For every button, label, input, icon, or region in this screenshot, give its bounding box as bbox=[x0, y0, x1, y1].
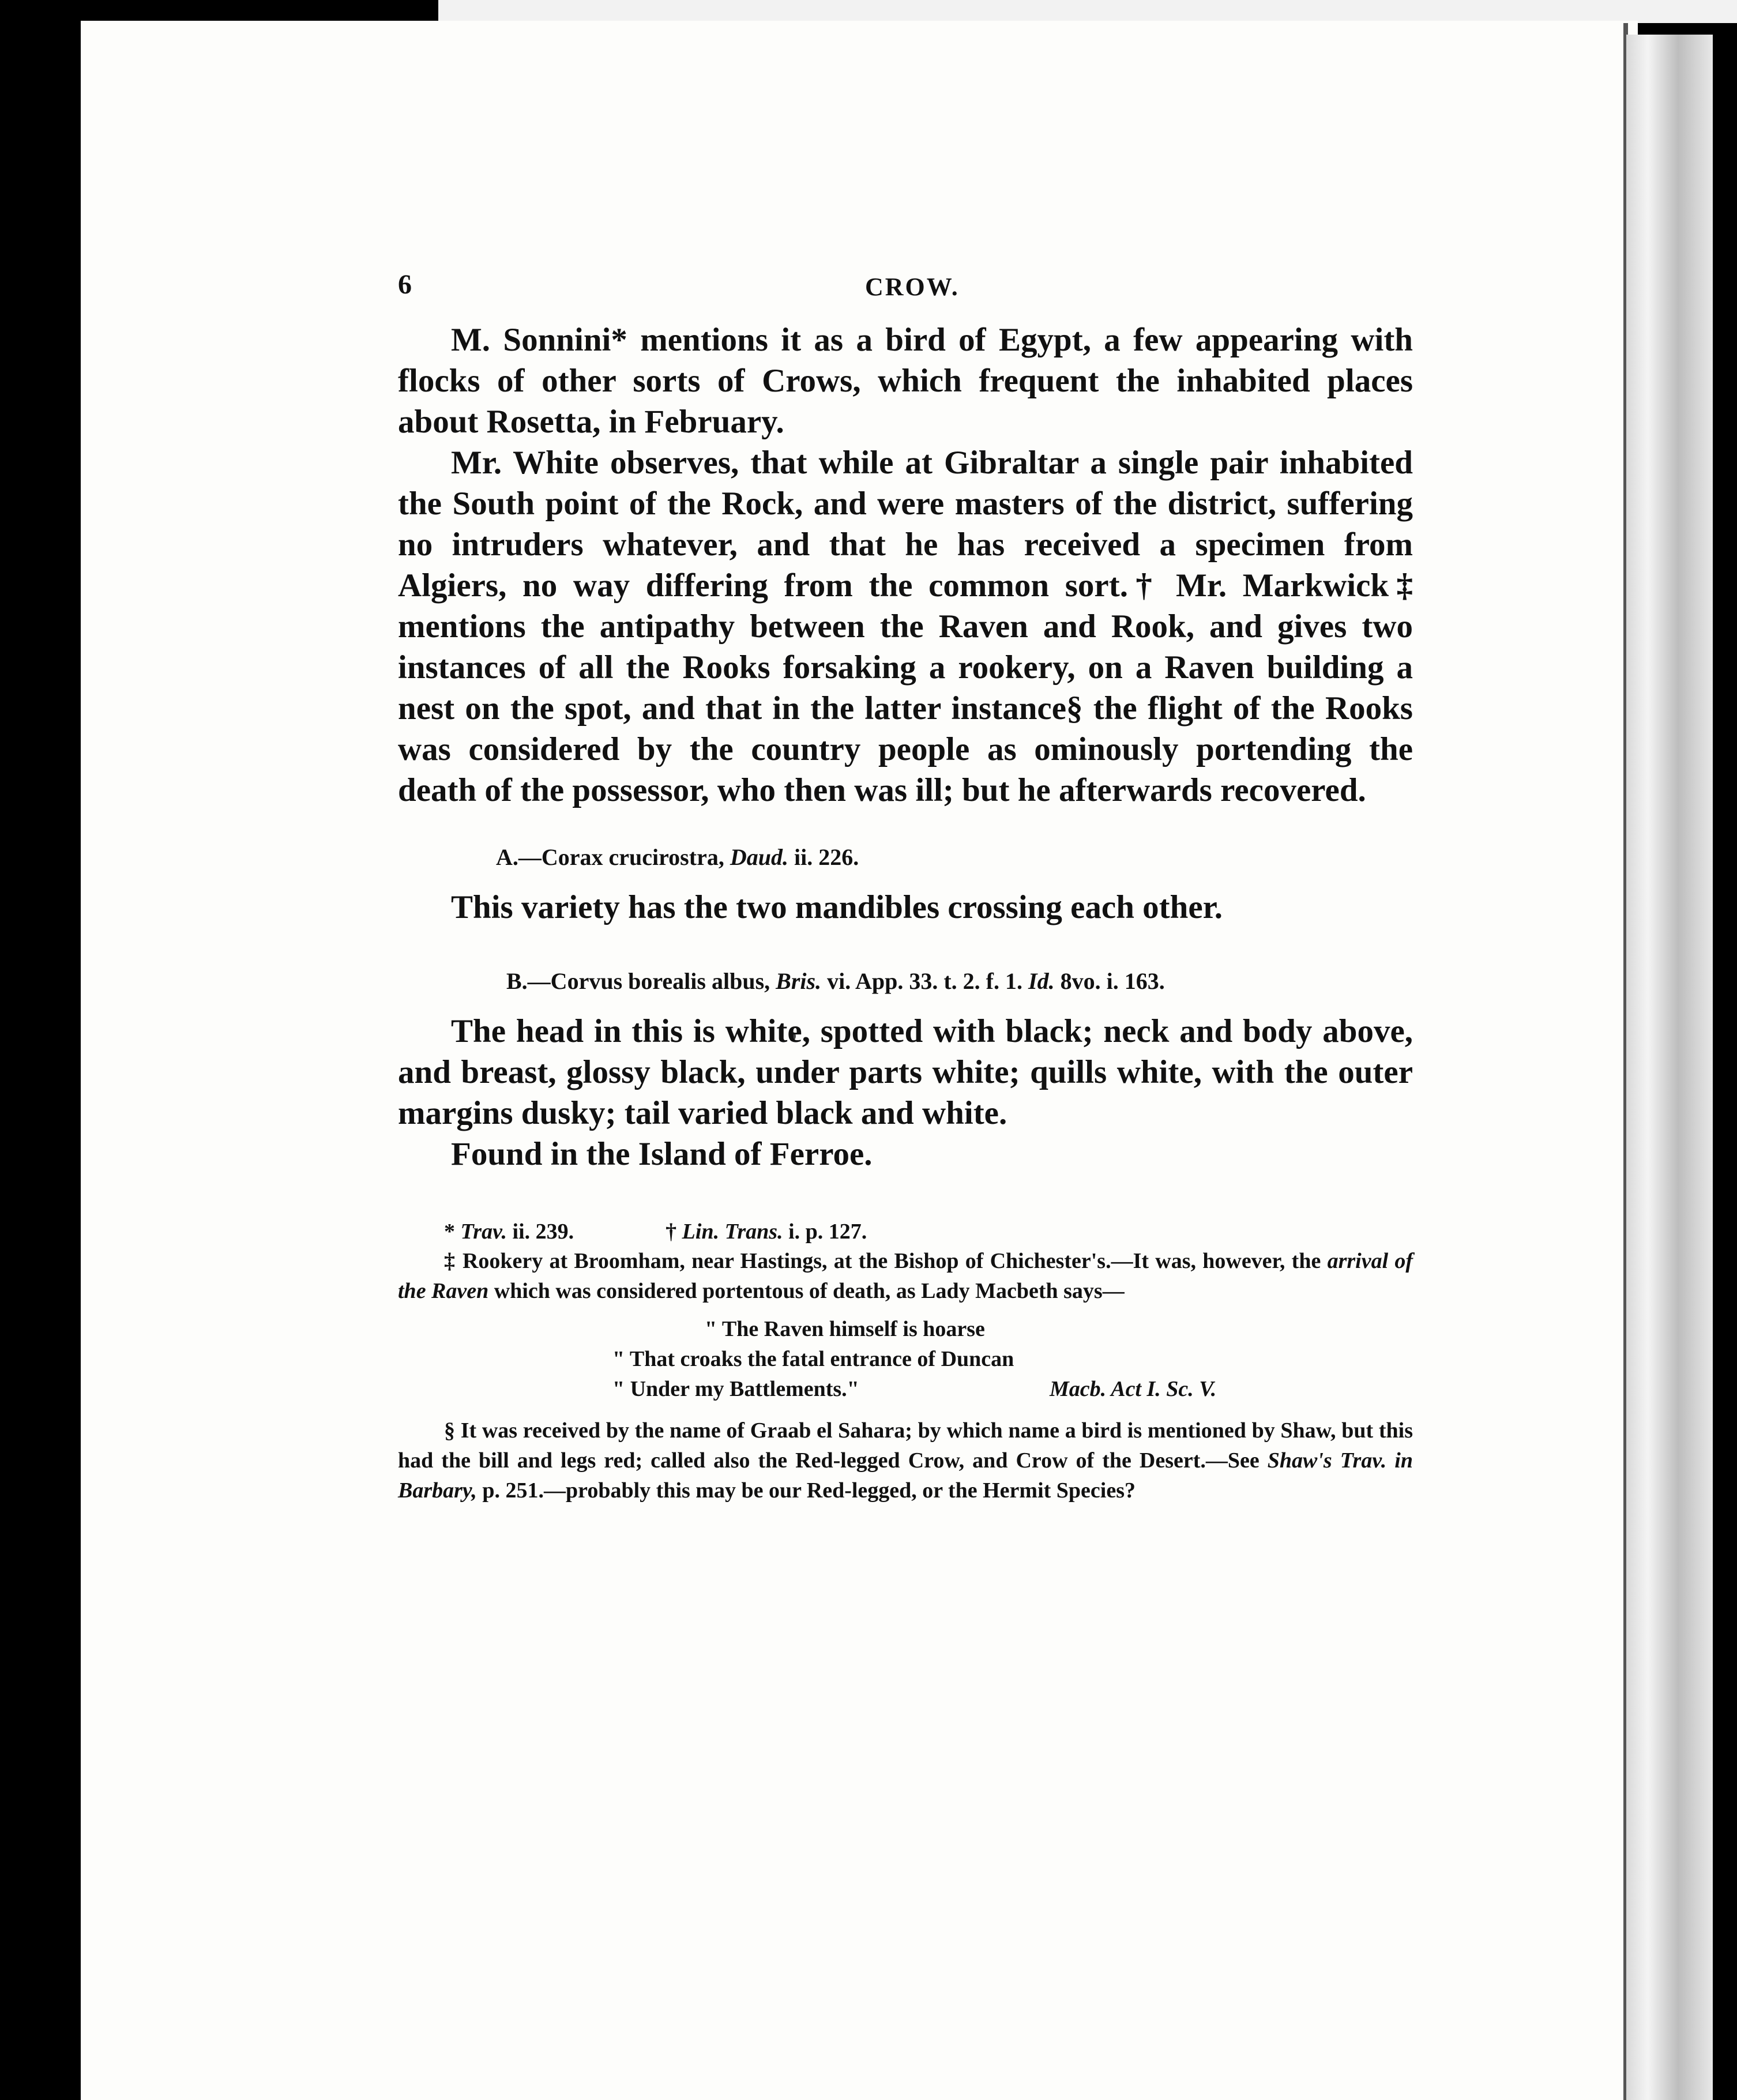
variety-a-ref: ii. 226. bbox=[794, 844, 859, 870]
footnote-dagger-ref: i. p. 127. bbox=[788, 1220, 867, 1244]
footnote-star-mark: * bbox=[444, 1220, 455, 1244]
running-title: CROW. bbox=[865, 273, 960, 301]
quote-line-3: " Under my Battlements." bbox=[612, 1377, 859, 1401]
footnote-dagger-source: Lin. Trans. bbox=[682, 1220, 783, 1244]
running-head bbox=[398, 269, 1413, 309]
paragraph-white: Mr. White observes, that while at Gibraltar a single pair inhabited the South point of the Rock, and were masters of the district, suffering no intruders whatever, and that he has received a specimen from Algiers, no way differing from the common sort.† Mr. Markwick‡ mentions the antipathy between the Raven and Rook, and gives two instances of all the Rooks forsaking a rookery, on a Raven building a nest on the spot, and that in the latter instance§ the flight of the Rooks was considered by the country people as ominously portending the death of the possessor, who then was ill; but he afterwards recovered. bbox=[398, 445, 1413, 808]
page-number: 6 bbox=[398, 269, 412, 300]
variety-a-heading bbox=[398, 843, 1413, 872]
scan-border-top bbox=[438, 0, 1737, 23]
variety-b-ref: vi. App. 33. t. 2. f. 1. bbox=[827, 968, 1023, 994]
variety-b-label: B.—Corvus borealis albus, bbox=[506, 968, 770, 994]
footnote-double-dagger bbox=[398, 1246, 1413, 1306]
footnote-section-text-2: p. 251.—probably this may be our Red-legged, or the Hermit Species? bbox=[482, 1478, 1136, 1503]
footnote-section bbox=[398, 1416, 1413, 1506]
quote-line-1: " The Raven himself is hoarse bbox=[705, 1317, 985, 1341]
footnote-dagger-mark: † bbox=[666, 1220, 677, 1244]
page-edge-stack bbox=[1626, 35, 1713, 2100]
paragraph-sonnini: M. Sonnini* mentions it as a bird of Egypt, a few appearing with flocks of other sorts of Crows, which frequent the inhabited places about Rosetta, in February. bbox=[398, 322, 1413, 440]
footnote-star-source: Trav. bbox=[460, 1220, 507, 1244]
variety-b-heading bbox=[398, 967, 1413, 996]
footnote-star-ref: ii. 239. bbox=[512, 1220, 574, 1244]
footnote-section-italic: Shaw's Trav. in Barbary, bbox=[398, 1448, 1413, 1503]
variety-b-description: The head in this is white, spotted with black; neck and body above, and breast, glossy black, under parts white; quills white, with the outer margins dusky; tail varied black and white. bbox=[398, 1013, 1413, 1131]
macbeth-quote bbox=[398, 1314, 1413, 1404]
variety-b-source: Bris. bbox=[776, 968, 822, 994]
quote-line-2: " That croaks the fatal entrance of Duncan bbox=[612, 1347, 1014, 1371]
footnote-ddagger-text-2: which was considered portentous of death, as Lady Macbeth says— bbox=[494, 1279, 1125, 1303]
quote-citation: Macb. Act I. Sc. V. bbox=[1050, 1377, 1217, 1401]
footnote-ddagger-italic: arrival of the Raven bbox=[398, 1249, 1413, 1303]
variety-a-source: Daud. bbox=[730, 844, 788, 870]
variety-b-ref-2: 8vo. i. 163. bbox=[1060, 968, 1165, 994]
footnote-ddagger-text-1: ‡ Rookery at Broomham, near Hastings, at the Bishop of Chichester's.—It was, however, the bbox=[444, 1249, 1321, 1273]
page-text-block bbox=[398, 269, 1413, 1506]
variety-b-source-2: Id. bbox=[1028, 968, 1055, 994]
footnote-refs bbox=[398, 1217, 1413, 1246]
footnote-section-text-1: § It was received by the name of Graab el Sahara; by which name a bird is mentioned by Shaw, but this had the bill and legs red; called also the Red-legged Crow, and Crow of the Desert.—See bbox=[398, 1418, 1413, 1473]
variety-a-description: This variety has the two mandibles crossing each other. bbox=[451, 889, 1223, 925]
variety-b-found: Found in the Island of Ferroe. bbox=[451, 1136, 873, 1172]
variety-a-label: A.—Corax crucirostra, bbox=[496, 844, 724, 870]
